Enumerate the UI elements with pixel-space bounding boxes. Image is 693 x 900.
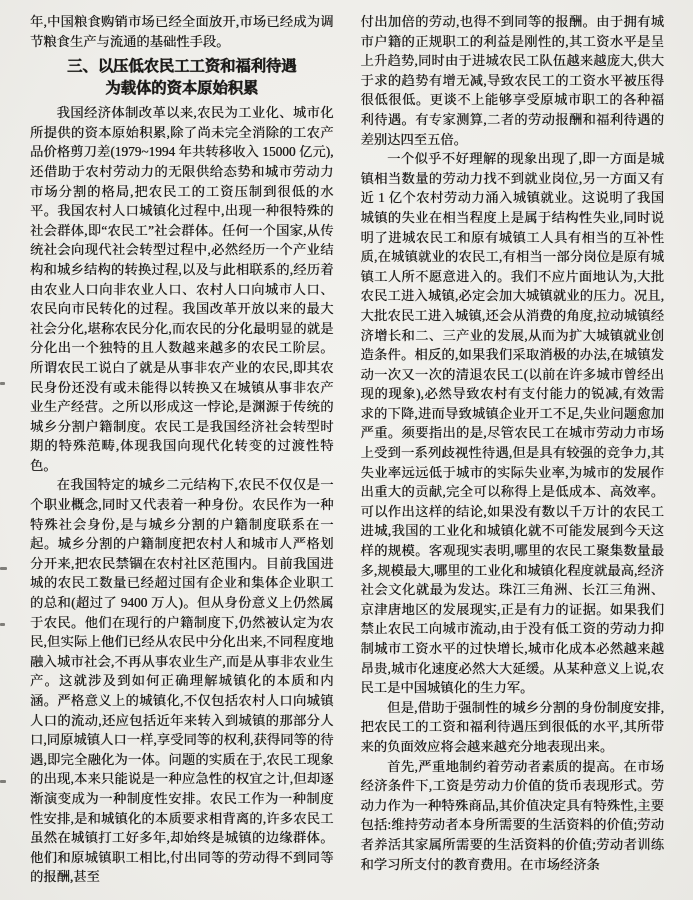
body-paragraph: 但是,借助于强制性的城乡分割的身份制度安排,把农民工的工资和福利待遇压到很低的水平,其所带来的负面效应将会越来越充分地表现出来。 <box>360 699 664 754</box>
left-column <box>30 12 334 887</box>
body-paragraph: 在我国特定的城乡二元结构下,农民不仅仅是一个职业概念,同时又代表着一种身份。农民作为一种特殊社会身份,是与城乡分割的户籍制度联系在一起。城乡分割的户籍制度把农村人和城市人严格划分开来,把农民禁锢在农村社区范围内。目前我国进城的农民工数量已经超过国有企业和集体企业职工的总和(超过了 9400 万人)。但从身份意义上仍然属于农民。他们在现行的户籍制度下,仍然被认定为农民,但实际上他们已经从农民中分化出来,不同程度地融入城市社会,不再从事农业生产,而是从事非农业生产。这就涉及到如何正确理解城镇化的本质和内涵。严格意义上的城镇化,不仅包括农村人口向城镇人口的流动,还应包括近年来转入到城镇的那部分人口,同原城镇人口一样,享受同等的权利,获得同等的待遇,即完全融化为一体。问题的实质在于,农民工现象的出现,本来只能说是一种应急性的权宜之计,但却逐渐演变成为一种制度性安排。农民工作为一种制度性安排,是和城镇化的本质要求相背离的,许多农民工虽然在城镇打工好多年,却始终是城镇的边缘群体。他们和原城镇职工相比,付出同等的劳动得不到同等的报酬,甚至 <box>30 477 334 885</box>
scan-artifact <box>0 780 6 783</box>
two-column-text-layout <box>30 12 664 887</box>
scan-artifact <box>0 623 5 626</box>
body-paragraph: 一个似乎不好理解的现象出现了,即一方面是城镇相当数量的劳动力找不到就业岗位,另一方面又有近 1 亿个农村劳动力涌入城镇就业。这说明了我国城镇的失业在相当程度上是属于结构性失业,同时说明了进城农民工和原有城镇工人具有相当的互补性质,在城镇就业的农民工,有相当一部分岗位是原有城镇工人所不愿意进入的。我们不应片面地认为,大批农民工进入城镇,必定会加大城镇就业的压力。况且,大批农民工进入城镇,还会从消费的角度,拉动城镇经济增长和二、三产业的发展,从而为扩大城镇就业创造条件。相反的,如果我们采取消极的办法,在城镇发动一次又一次的清退农民工(以前在许多城市曾经出现的现象),必然导致农村有支付能力的锐减,有效需求的下降,进而导致城镇企业开工不足,失业问题愈加严重。须要指出的是,尽管农民工在城市劳动力市场上受到一系列歧视性待遇,但是具有较强的竞争力,其失业率远远低于城市的实际失业率,为城市的发展作出重大的贡献,完全可以称得上是低成本、高效率。可以作出这样的结论,如果没有数以千万计的农民工进城,我国的工业化和城镇化就不可能发展到今天这样的规模。客观现实表明,哪里的农民工聚集数量最多,规模最大,哪里的工业化和城镇化程度就最高,经济社会文化就最为发达。珠江三角洲、长江三角洲、京津唐地区的发展现实,正是有力的证据。如果我们禁止农民工向城市流动,由于没有低工资的劳动力抑制城市工资水平的过快增长,城市化成本必然越来越昂贵,城市化速度必然大大延缓。从某种意义上说,农民工是中国城镇化的生力军。 <box>360 151 664 696</box>
paragraph-continuation-from-previous-page: 年,中国粮食购销市场已经全面放开,市场已经成为调节粮食生产与流通的基础性手段。 <box>30 14 334 49</box>
paragraph-continuation-from-left-column: 付出加倍的劳动,也得不到同等的报酬。由于拥有城市户籍的正规职工的利益是刚性的,其工资水平是呈上升趋势,同时由于进城农民工队伍越来越庞大,供大于求的趋势有增无减,导致农民工的工资水平被压得很低很低。更谈不上能够享受原城市职工的各种福利待遇。有专家测算,二者的劳动报酬和福利待遇的差别达四至五倍。 <box>360 14 664 147</box>
section-heading <box>30 56 334 99</box>
section-heading-line-1: 三、以压低农民工工资和福利待遇 <box>67 58 297 76</box>
body-paragraph: 我国经济体制改革以来,农民为工业化、城市化所提供的资本原始积累,除了尚未完全消除的工农产品价格剪刀差(1979~1994 年共转移收入 15000 亿元),还借助于农村劳动力的无限供给态势和城市劳动力市场分割的格局,把农民工的工资压制到很低的水平。我国农村人口城镇化过程中,出现一种很特殊的社会群体,即“农民工”社会群体。任何一个国家,从传统社会向现代社会转型过程中,必然经历一个产业结构和城乡结构的转换过程,以及与此相联系的,经历着由农业人口向非农业人口、农村人口向城市人口、农民向市民转化的过程。我国改革开放以来的最大社会分化,堪称农民分化,而农民的分化最明显的就是分化出一个独特的且人数越来越多的农民工阶层。所谓农民工说白了就是从事非农产业的农民,即其农民身份还没有或未能得以转换又在城镇从事非农产业生产经营。之所以形成这一悖论,是渊源于传统的城乡分割户籍制度。农民工是我国经济社会转型时期的特殊范畴,体现我国向现代化转变的过渡性特色。 <box>30 105 334 473</box>
section-heading-line-2: 为载体的资本原始积累 <box>105 79 259 97</box>
scan-artifact <box>0 382 5 385</box>
body-paragraph: 首先,严重地制约着劳动者素质的提高。在市场经济条件下,工资是劳动力价值的货币表现形式。劳动力作为一种特殊商品,其价值决定具有特殊性,主要包括:维持劳动者本身所需要的生活资料的价值;劳动者养活其家属所需要的生活资料的价值;劳动者训练和学习所支付的教育费用。在市场经济条 <box>360 758 664 872</box>
scan-artifact <box>0 567 7 570</box>
right-column <box>361 12 665 887</box>
